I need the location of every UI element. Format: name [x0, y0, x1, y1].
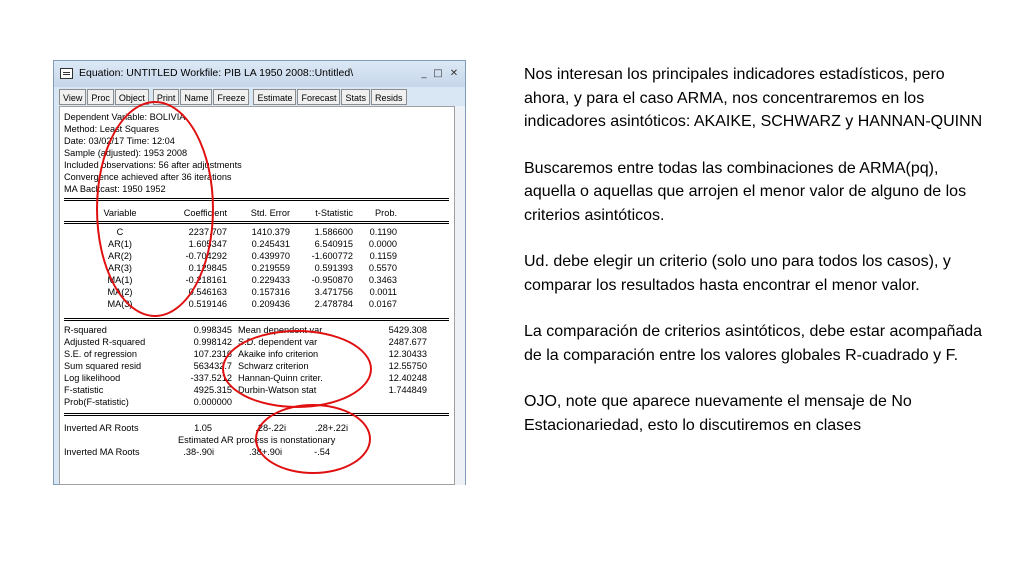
stat-value-right: 2487.677: [388, 337, 427, 347]
close-button[interactable]: ✕: [449, 68, 459, 79]
stat-value-right: 12.30433: [388, 349, 427, 359]
object-button[interactable]: Object: [115, 89, 149, 105]
nonstationary-warning: Estimated AR process is nonstationary: [178, 435, 336, 445]
ma-root-3: -.54: [314, 447, 330, 457]
stat-value: 0.998142: [193, 337, 232, 347]
coef-std-error-cell: 0.245431: [251, 239, 290, 249]
maximize-button[interactable]: □: [433, 68, 443, 79]
stat-label-right: Hannan-Quinn criter.: [238, 373, 323, 383]
coef-variable-cell: MA(3): [107, 299, 133, 309]
stats-button[interactable]: Stats: [341, 89, 370, 105]
coef-std-error-cell: 1410.379: [251, 227, 290, 237]
coef-prob-cell: 0.0011: [369, 287, 397, 297]
coef-prob-cell: 0.0167: [368, 299, 397, 309]
coef-std-error-cell: 0.219559: [251, 263, 290, 273]
print-button[interactable]: Print: [153, 89, 180, 105]
window-menu-icon[interactable]: [60, 68, 73, 79]
col-coefficient: Coefficient: [183, 208, 227, 218]
coef-t-statistic-cell: 2.478784: [314, 299, 353, 309]
coef-prob-cell: 0.0000: [368, 239, 397, 249]
stat-label: Prob(F-statistic): [64, 397, 129, 407]
stat-value: 107.2316: [193, 349, 232, 359]
col-variable: Variable: [103, 208, 137, 218]
divider: [64, 318, 449, 321]
ar-root-3: .28+.22i: [315, 423, 348, 433]
ma-root-1: .38-.90i: [183, 447, 214, 457]
coef-variable-cell: AR(3): [108, 263, 132, 273]
coef-variable-cell: MA(1): [107, 275, 133, 285]
forecast-button[interactable]: Forecast: [297, 89, 340, 105]
ma-root-2: .38+.90i: [249, 447, 282, 457]
header-backcast: MA Backcast: 1950 1952: [64, 184, 166, 194]
coef-prob-cell: 0.3463: [368, 275, 397, 285]
coef-variable-cell: C: [116, 227, 124, 237]
proc-button[interactable]: Proc: [87, 89, 114, 105]
coef-t-statistic-cell: -1.600772: [311, 251, 353, 261]
coef-coefficient-cell: 1.605347: [188, 239, 227, 249]
stat-value: 0.000000: [193, 397, 232, 407]
stat-label: F-statistic: [64, 385, 104, 395]
ar-root-2: .28-.22i: [255, 423, 286, 433]
stat-value: -337.5212: [190, 373, 232, 383]
coef-coefficient-cell: -0.218161: [185, 275, 227, 285]
resids-button[interactable]: Resids: [371, 89, 407, 105]
stat-label: R-squared: [64, 325, 107, 335]
coef-coefficient-cell: -0.704292: [185, 251, 227, 261]
col-t-statistic: t-Statistic: [315, 208, 353, 218]
header-convergence: Convergence achieved after 36 iterations: [64, 172, 232, 182]
col-std-error: Std. Error: [250, 208, 290, 218]
name-button[interactable]: Name: [180, 89, 212, 105]
stat-label-right: S.D. dependent var: [238, 337, 318, 347]
window-titlebar[interactable]: [54, 61, 465, 87]
paragraph-5: OJO, note que aparece nuevamente el mensaje de No Estacionariedad, esto lo discutiremos en clases: [524, 393, 912, 434]
toolbar: [59, 89, 408, 105]
paragraph-3: Ud. debe elegir un criterio (solo uno para todos los casos), y comparar los resultados hasta encontrar el menor valor.: [524, 253, 951, 294]
coef-std-error-cell: 0.209436: [251, 299, 290, 309]
coef-t-statistic-cell: 0.591393: [314, 263, 353, 273]
stat-label: S.E. of regression: [64, 349, 138, 359]
output-pane: [59, 106, 455, 485]
coef-prob-cell: 0.1190: [369, 227, 397, 237]
coef-coefficient-cell: 0.129845: [188, 263, 227, 273]
stat-value-right: 12.40248: [388, 373, 427, 383]
header-sample: Sample (adjusted): 1953 2008: [64, 148, 188, 158]
minimize-button[interactable]: _: [421, 68, 427, 79]
header-method: Method: Least Squares: [64, 124, 159, 134]
stat-label-right: Schwarz criterion: [238, 361, 309, 371]
inverted-ma-label: Inverted MA Roots: [64, 447, 140, 457]
coef-coefficient-cell: 0.546163: [188, 287, 227, 297]
divider: [64, 221, 449, 224]
stat-value-right: 12.55750: [388, 361, 427, 371]
coef-std-error-cell: 0.157316: [251, 287, 290, 297]
freeze-button[interactable]: Freeze: [213, 89, 249, 105]
stat-label-right: Akaike info criterion: [238, 349, 319, 359]
stat-value-right: 5429.308: [388, 325, 427, 335]
coef-variable-cell: AR(2): [108, 251, 132, 261]
paragraph-1: Nos interesan los principales indicadores estadísticos, pero ahora, y para el caso ARMA, nos concentraremos en los indicadores asintóticos: AKAIKE, SCHWARZ y HANNAN-QUINN: [524, 66, 983, 130]
coef-variable-cell: MA(2): [107, 287, 133, 297]
stat-label: Adjusted R-squared: [64, 337, 146, 347]
coef-prob-cell: 0.5570: [368, 263, 397, 273]
coef-prob-cell: 0.1159: [369, 251, 397, 261]
estimate-button[interactable]: Estimate: [253, 89, 296, 105]
equation-window: [53, 60, 466, 485]
coef-coefficient-cell: 2237.707: [188, 227, 227, 237]
vertical-scrollbar[interactable]: [455, 106, 465, 485]
coef-std-error-cell: 0.229433: [251, 275, 290, 285]
window-title: Equation: UNTITLED Workfile: PIB LA 1950 2008::Untitled\: [79, 67, 354, 79]
coef-t-statistic-cell: 1.586600: [314, 227, 353, 237]
stat-value: 0.998345: [193, 325, 232, 335]
divider: [64, 413, 449, 416]
coef-t-statistic-cell: 6.540915: [314, 239, 353, 249]
header-dependent: Dependent Variable: BOLIVIA: [64, 112, 186, 122]
stat-value: 4925.315: [193, 385, 232, 395]
view-button[interactable]: View: [59, 89, 86, 105]
stat-label: Sum squared resid: [64, 361, 142, 371]
stat-label-right: Mean dependent var: [238, 325, 323, 335]
header-date: Date: 03/02/17 Time: 12:04: [64, 136, 175, 146]
stat-value: 563432.7: [193, 361, 232, 371]
explanation-text: [524, 63, 994, 460]
inverted-ar-label: Inverted AR Roots: [64, 423, 139, 433]
coef-std-error-cell: 0.439970: [251, 251, 290, 261]
coef-t-statistic-cell: 3.471756: [314, 287, 353, 297]
coef-t-statistic-cell: -0.950870: [311, 275, 353, 285]
divider: [64, 198, 449, 201]
paragraph-4: La comparación de criterios asintóticos, debe estar acompañada de la comparación entre los valores globales R-cuadrado y F.: [524, 323, 983, 364]
stat-value-right: 1.744849: [388, 385, 427, 395]
ar-root-1: 1.05: [194, 423, 212, 433]
coef-coefficient-cell: 0.519146: [188, 299, 227, 309]
col-prob: Prob.: [375, 208, 397, 218]
paragraph-2: Buscaremos entre todas las combinaciones de ARMA(pq), aquella o aquellas que arrojen el menor valor de alguno de los criterios asintóticos.: [524, 159, 967, 224]
header-observations: Included observations: 56 after adjustments: [64, 160, 242, 170]
coef-variable-cell: AR(1): [108, 239, 132, 249]
stat-label: Log likelihood: [64, 373, 121, 383]
stat-label-right: Durbin-Watson stat: [238, 385, 317, 395]
